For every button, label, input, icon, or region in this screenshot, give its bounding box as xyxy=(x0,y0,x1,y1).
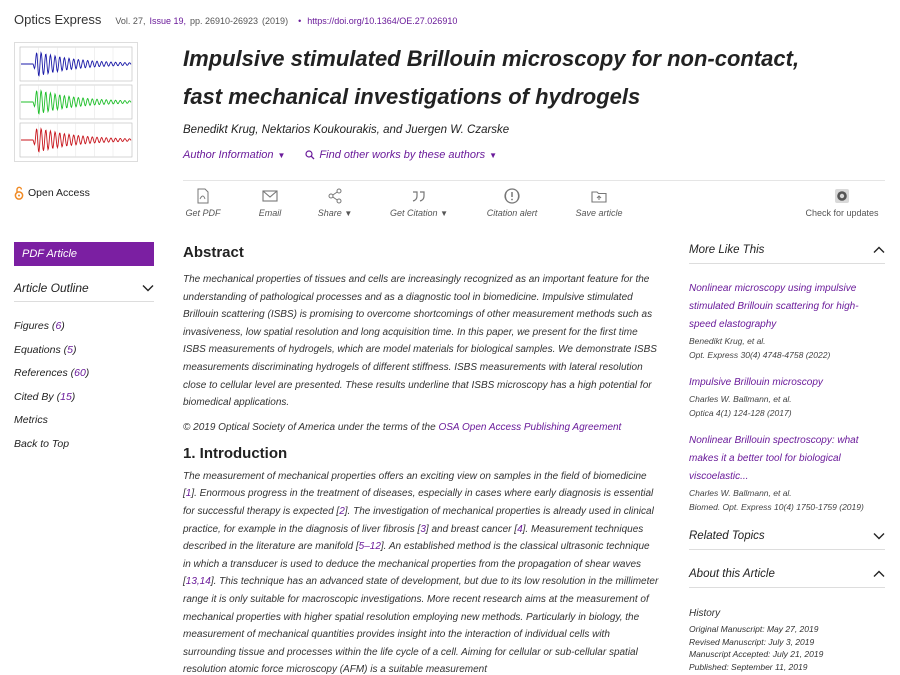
related-article-authors: Charles W. Ballmann, et al. xyxy=(689,488,792,498)
intro-text-segment: ]. An established method is the classical ultrasonic technique in which a transducer is used to deduce the mechanical properties from the propagation of shear waves [ xyxy=(183,541,650,588)
outline-item-back-to-top[interactable] xyxy=(14,438,154,462)
history-title: History xyxy=(689,608,721,619)
caret-down-icon: ▼ xyxy=(344,209,353,218)
copyright-text: © 2019 Optical Society of America under the terms of the xyxy=(183,421,439,433)
folder-icon xyxy=(573,187,625,205)
lock-open-icon xyxy=(14,186,24,200)
author-information-toggle[interactable] xyxy=(183,149,285,161)
related-article-title[interactable]: Nonlinear microscopy using impulsive stimulated Brillouin scattering for high-speed elastography xyxy=(689,283,859,330)
intro-text-segment: ]. The investigation of mechanical properties is already used in clinical practice, for example in the diagnosis of liver fibrosis [ xyxy=(183,505,654,535)
related-article-citation: Optica 4(1) 124-128 (2017) xyxy=(689,408,792,418)
doi-link[interactable]: https://doi.org/10.1364/OE.27.026910 xyxy=(307,16,458,26)
bullet-separator: • xyxy=(298,16,302,26)
find-other-works-toggle[interactable] xyxy=(305,149,497,161)
get-citation-menu[interactable] xyxy=(388,187,450,218)
related-article xyxy=(689,430,885,512)
find-other-works-label: Find other works by these authors xyxy=(319,149,486,161)
outline-label: References ( xyxy=(14,367,75,380)
intro-text-segment: ]. This technique has an advanced state of development, but due to its low resolution in the millimeter range it is only suitable for macroscopic investigations. More recent research aims at the measurement of mechanical properties with higher spatial resolution employing new methods. Particularly in biology, the measurement of mechanical quantities provides insight into the interaction of individual cells with surrounding tissue and processes within the life cycle of a cell. Aiming for cellular or sub-cellular spatial resolution atomic force microscopy (AFM) is a suitable measurement xyxy=(183,576,659,675)
chevron-up-icon xyxy=(873,246,885,254)
intro-text-segment: ]. Measurement techniques described in the literature are manifold [ xyxy=(183,523,644,553)
journal-meta-bar xyxy=(14,12,886,30)
email-label: Email xyxy=(258,208,282,218)
save-article-button[interactable] xyxy=(573,187,625,218)
caret-down-icon: ▼ xyxy=(489,150,498,160)
abstract-heading: Abstract xyxy=(183,244,244,261)
related-article-citation: Opt. Express 30(4) 4748-4758 (2022) xyxy=(689,350,831,360)
outline-label: Back to Top xyxy=(14,437,70,450)
outline-close-paren: ) xyxy=(61,320,65,332)
check-for-updates-button[interactable] xyxy=(803,187,881,218)
reference-link[interactable]: 1 xyxy=(185,488,192,500)
more-like-this-title: More Like This xyxy=(689,244,765,256)
history-section xyxy=(689,608,885,673)
caret-down-icon: ▼ xyxy=(277,150,286,160)
related-article xyxy=(689,278,885,360)
intro-text-segment: The measurement of mechanical properties offers an exciting view on samples in the field of biomedicine [ xyxy=(183,470,647,500)
license-link[interactable]: OSA Open Access Publishing Agreement xyxy=(438,421,622,433)
reference-link[interactable]: 4 xyxy=(517,523,523,535)
citation-alert-button[interactable] xyxy=(483,187,541,218)
outline-label: Equations ( xyxy=(14,343,68,356)
waveform-figure xyxy=(15,43,137,161)
outline-close-paren: ) xyxy=(72,343,77,356)
pdf-icon xyxy=(185,187,221,205)
related-article-title[interactable]: Nonlinear Brillouin spectroscopy: what makes it a better tool for biological viscoelastic... xyxy=(689,435,859,482)
copyright-notice xyxy=(183,422,659,433)
related-article-authors: Benedikt Krug, et al. xyxy=(689,336,766,346)
chevron-down-icon xyxy=(142,284,154,292)
abstract-text: The mechanical properties of tissues and cells are increasingly recognized as an important feature for the understanding of pathological processes and as a diagnostic tool in biomedicine. Impulsive stimulated Brillouin scattering (ISBS) is promising to overcome shortcomings of other measurement methods such as invasiveness, low spatial resolution and long acquisition time. In this paper, we present for the first time ISBS measurements of hydrogels, which are model materials for biological samples. We demonstrate ISBS measurements discriminating hydrogels of different stiffness. ISBS measurements with lateral resolution close to cellular level are presented. These results underline that ISBS microscopy has a high potential for biomedical applications. xyxy=(183,274,657,409)
get-pdf-button[interactable] xyxy=(185,187,221,218)
pages: pp. 26910-26923 xyxy=(189,16,259,26)
related-article xyxy=(689,372,885,418)
outline-count[interactable]: 5 xyxy=(67,343,73,356)
author-list: Benedikt Krug, Nektarios Koukourakis, and Juergen W. Czarske xyxy=(183,124,510,136)
more-like-this-toggle[interactable] xyxy=(689,244,885,264)
share-icon xyxy=(315,187,355,205)
caret-down-icon: ▼ xyxy=(440,209,448,218)
outline-item-equations[interactable] xyxy=(14,344,154,368)
chevron-down-icon xyxy=(873,532,885,540)
journal-name[interactable]: Optics Express xyxy=(14,12,102,27)
outline-label: Figures ( xyxy=(14,320,56,332)
article-outline-list xyxy=(14,320,154,462)
intro-text-segment: ]. Enormous progress in the treatment of diseases, especially in cases where early diagnosis is essential for successful therapy is expected [ xyxy=(183,488,654,517)
get-pdf-label: Get PDF xyxy=(185,208,221,218)
related-topics-title: Related Topics xyxy=(689,530,765,542)
history-revised: Revised Manuscript: July 3, 2019 xyxy=(689,636,815,647)
open-access-label: Open Access xyxy=(28,187,90,199)
intro-text-segment: ] and breast cancer [ xyxy=(425,523,518,535)
article-outline-toggle[interactable] xyxy=(14,280,154,302)
reference-link[interactable]: 13,14 xyxy=(185,576,211,588)
alert-icon xyxy=(483,187,541,205)
introduction-heading: 1. Introduction xyxy=(183,444,288,462)
search-icon xyxy=(305,150,315,160)
share-menu[interactable] xyxy=(315,187,355,218)
issue-link[interactable]: Issue 19, xyxy=(149,16,186,26)
related-topics-toggle[interactable] xyxy=(689,530,885,550)
related-article-authors: Charles W. Ballmann, et al. xyxy=(689,394,792,404)
quote-icon xyxy=(388,187,450,205)
reference-link[interactable]: 3 xyxy=(420,523,426,535)
outline-label: Cited By ( xyxy=(14,390,61,403)
outline-item-references[interactable] xyxy=(14,367,154,391)
outline-count[interactable]: 6 xyxy=(55,320,62,332)
article-title: Impulsive stimulated Brillouin microscopy for non-contact, fast mechanical investigations of hydrogels xyxy=(183,46,800,109)
article-outline-title: Article Outline xyxy=(14,280,89,295)
outline-label: Metrics xyxy=(14,414,48,427)
open-access-badge xyxy=(14,186,90,200)
chevron-up-icon xyxy=(873,570,885,578)
reference-link[interactable]: 5–12 xyxy=(358,541,381,553)
outline-close-paren: ) xyxy=(71,390,76,403)
save-article-label: Save article xyxy=(575,208,623,218)
volume: Vol. 27, xyxy=(115,16,146,26)
about-article-toggle[interactable] xyxy=(689,568,885,588)
citation-alert-label: Citation alert xyxy=(486,208,538,218)
introduction-text xyxy=(183,468,659,675)
related-article-title[interactable]: Impulsive Brillouin microscopy xyxy=(689,377,823,388)
outline-count[interactable]: 60 xyxy=(74,367,86,380)
reference-link[interactable]: 2 xyxy=(339,505,345,517)
year: (2019) xyxy=(262,16,289,26)
check-for-updates-label: Check for updates xyxy=(805,208,879,218)
article-toolbar xyxy=(183,180,885,228)
related-article-citation: Biomed. Opt. Express 10(4) 1750-1759 (2019) xyxy=(689,502,864,512)
article-body xyxy=(183,244,659,675)
about-article-title: About this Article xyxy=(689,568,775,580)
outline-item-metrics[interactable] xyxy=(14,414,154,438)
pdf-article-button[interactable]: PDF Article xyxy=(14,242,154,266)
share-label: Share xyxy=(317,208,342,218)
outline-item-cited-by[interactable] xyxy=(14,391,154,415)
outline-close-paren: ) xyxy=(85,367,90,380)
crossmark-icon xyxy=(803,187,881,205)
author-links xyxy=(183,149,497,161)
email-button[interactable] xyxy=(255,187,285,218)
email-icon xyxy=(255,187,285,205)
more-like-this-list xyxy=(689,278,885,512)
history-published: Published: September 11, 2019 xyxy=(689,661,808,672)
author-information-label: Author Information xyxy=(183,149,274,161)
outline-count[interactable]: 15 xyxy=(60,390,72,403)
get-citation-label: Get Citation xyxy=(390,208,438,218)
article-thumbnail[interactable] xyxy=(14,42,138,162)
history-original: Original Manuscript: May 27, 2019 xyxy=(689,624,819,634)
outline-item-figures[interactable] xyxy=(14,320,154,344)
right-sidebar xyxy=(689,244,885,673)
history-accepted: Manuscript Accepted: July 21, 2019 xyxy=(689,649,824,659)
